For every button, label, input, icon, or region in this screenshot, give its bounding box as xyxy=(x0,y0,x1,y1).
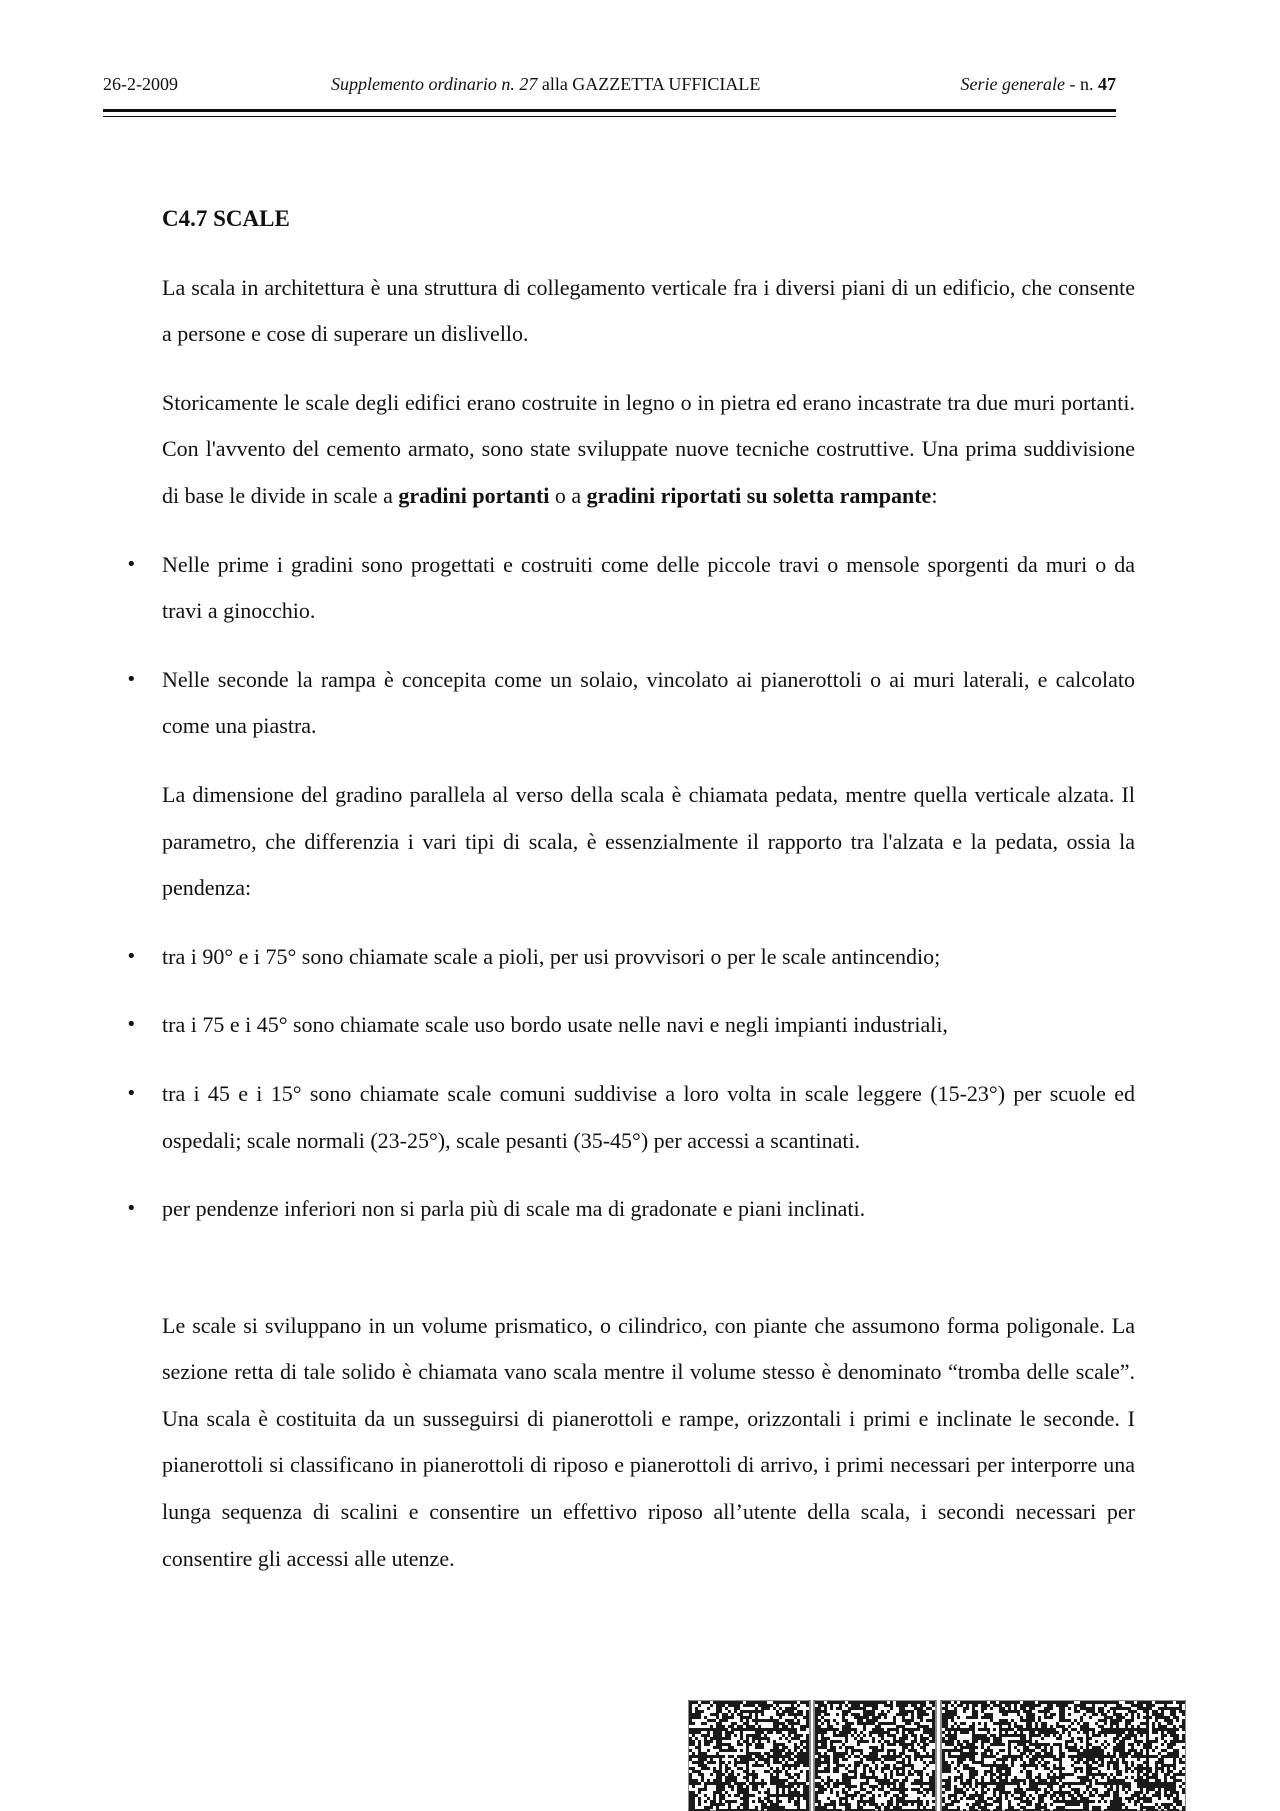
section-gap xyxy=(162,1255,1135,1303)
header-publication-italic: Supplemento ordinario n. 27 xyxy=(331,74,538,94)
list-item: • Nelle prime i gradini sono progettati e costruiti come delle piccole travi o mensole sporgenti da muri o da travi a ginocchio. xyxy=(162,542,1135,635)
running-header xyxy=(103,74,1116,98)
history-text-before: Storicamente le scale degli edifici erano costruite in legno o in pietra ed erano incastrate tra due muri portanti. Con l'avvento del cemento armato, sono state sviluppate nuove tecniche costruttive. Una prima suddivisione di base le divide in scale a xyxy=(162,389,1135,508)
header-series-sep: - n. xyxy=(1065,74,1098,94)
header-series xyxy=(961,74,1116,95)
history-paragraph xyxy=(162,380,1135,520)
dimension-paragraph: La dimensione del gradino parallela al verso della scala è chiamata pedata, mentre quella verticale alzata. Il parametro, che differenzia i vari tipi di scala, è essenzialmente il rapporto tra l'alzata e la pedata, ossia la pendenza: xyxy=(162,781,1135,901)
slope-list xyxy=(162,934,1135,1233)
header-date: 26-2-2009 xyxy=(103,74,178,94)
figure-panels xyxy=(688,1700,1186,1811)
header-publication xyxy=(331,74,760,95)
header-series-italic: Serie generale xyxy=(960,74,1065,94)
intro-paragraph: La scala in architettura è una struttura di collegamento verticale fra i diversi piani di un edificio, che consente a persone e cose di superare un dislivello. xyxy=(162,274,1135,347)
term-gradini-riportati: gradini riportati su soletta rampante xyxy=(586,482,932,508)
list-item: • tra i 75 e i 45° sono chiamate scale uso bordo usate nelle navi e negli impianti industriali, xyxy=(162,1002,1135,1049)
header-rule-thick xyxy=(103,109,1116,112)
figure-panel xyxy=(688,1700,810,1811)
header-page-number: 47 xyxy=(1098,74,1116,94)
list-item: • per pendenze inferiori non si parla più di scale ma di gradonate e piani inclinati. xyxy=(162,1186,1135,1233)
stair-figure-scan xyxy=(688,1700,1186,1811)
volume-paragraph: Le scale si sviluppano in un volume prismatico, o cilindrico, con piante che assumono forma poligonale. La sezione retta di tale solido è chiamata vano scala mentre il volume stesso è denominato “tromba delle scale”. Una scala è costituita da un susseguirsi di pianerottoli e rampe, orizzontali i primi e inclinate le seconde. I pianerottoli si classificano in pianerottoli di riposo e pianerottoli di arrivo, i primi necessari per interporre una lunga sequenza di scalini e consentire un effettivo riposo all’utente della scala, i secondi necessari per consentire gli accessi alle utenze. xyxy=(162,1312,1135,1571)
section-title: C4.7 SCALE xyxy=(162,206,290,231)
history-text-after: : xyxy=(931,482,938,508)
figure-panel xyxy=(814,1700,936,1811)
header-publication-rest: alla GAZZETTA UFFICIALE xyxy=(537,74,761,94)
figure-panel xyxy=(941,1700,1186,1811)
list-item: • Nelle seconde la rampa è concepita come un solaio, vincolato ai pianerottoli o ai muri laterali, e calcolato come una piastra. xyxy=(162,657,1135,750)
list-item: • tra i 45 e i 15° sono chiamate scale comuni suddivise a loro volta in scale leggere (15-23°) per scuole ed ospedali; scale normali (23-25°), scale pesanti (35-45°) per accessi a scantinati. xyxy=(162,1071,1135,1164)
header-rule-thin xyxy=(103,116,1116,117)
stair-types-list xyxy=(162,542,1135,750)
term-gradini-portanti: gradini portanti xyxy=(398,482,550,508)
history-text-middle: o a xyxy=(549,482,587,508)
list-item: • tra i 90° e i 75° sono chiamate scale a pioli, per usi provvisori o per le scale antincendio; xyxy=(162,934,1135,981)
document-body xyxy=(162,196,1135,1604)
